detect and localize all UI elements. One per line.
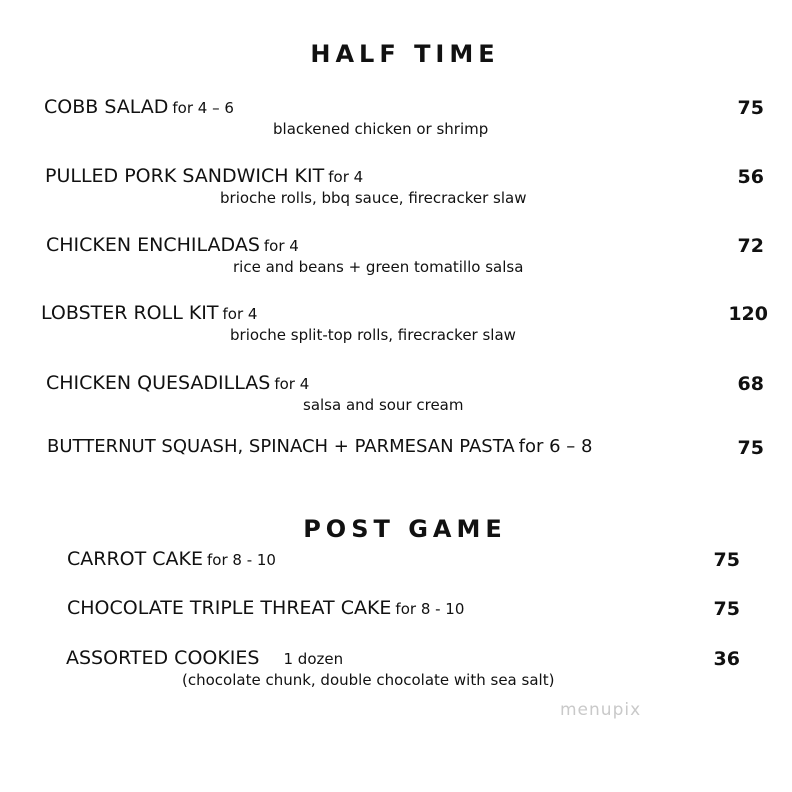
menu-item-description: blackened chicken or shrimp — [273, 120, 489, 138]
menu-item-price: 56 — [737, 166, 764, 188]
menu-item-qty: for 8 - 10 — [395, 600, 465, 618]
menu-item-price: 75 — [737, 97, 764, 119]
menu-item-name: CHICKEN QUESADILLAS for 4 — [46, 372, 310, 394]
menu-item-price: 36 — [713, 648, 740, 670]
menu-item-qty: 1 dozen — [283, 650, 344, 668]
menu-item-qty: for 4 — [328, 168, 364, 186]
menu-item-qty: for 4 — [274, 375, 310, 393]
menu-item-price: 68 — [737, 373, 764, 395]
menu-item-qty: for 4 — [222, 305, 258, 323]
menu-item-qty: for 4 — [263, 237, 299, 255]
menu-item-name: CARROT CAKE for 8 - 10 — [67, 548, 276, 570]
menu-item-price: 75 — [713, 549, 740, 571]
watermark: menupix — [560, 700, 642, 720]
menu-item-name: ASSORTED COOKIES 1 dozen — [66, 647, 344, 669]
menu-item-price: 72 — [737, 235, 764, 257]
post-game-title: POST GAME — [303, 515, 507, 543]
menu-item-price: 75 — [737, 437, 764, 459]
menu-item-name: CHOCOLATE TRIPLE THREAT CAKE for 8 - 10 — [67, 597, 465, 619]
menu-item-qty: for 6 – 8 — [518, 436, 593, 457]
half-time-title: HALF TIME — [310, 40, 500, 68]
menu-item-name: BUTTERNUT SQUASH, SPINACH + PARMESAN PASTA for 6 – 8 — [47, 436, 593, 457]
menu-item-name: CHICKEN ENCHILADAS for 4 — [46, 234, 299, 256]
menu-item-name: LOBSTER ROLL KIT for 4 — [41, 302, 258, 324]
menu-item-description: brioche split-top rolls, firecracker slaw — [230, 326, 516, 344]
menu-item-name: COBB SALAD for 4 – 6 — [44, 96, 234, 118]
menu-item-description: salsa and sour cream — [303, 396, 464, 414]
menu-item-description: (chocolate chunk, double chocolate with sea salt) — [182, 671, 555, 689]
menu-item-price: 75 — [713, 598, 740, 620]
menu-item-description: rice and beans + green tomatillo salsa — [233, 258, 524, 276]
menu-item-qty: for 4 – 6 — [172, 99, 234, 117]
menu-item-description: brioche rolls, bbq sauce, firecracker slaw — [220, 189, 527, 207]
menu-item-price: 120 — [728, 303, 768, 325]
menu-item-name: PULLED PORK SANDWICH KIT for 4 — [45, 165, 364, 187]
menu-item-qty: for 8 - 10 — [207, 551, 276, 569]
